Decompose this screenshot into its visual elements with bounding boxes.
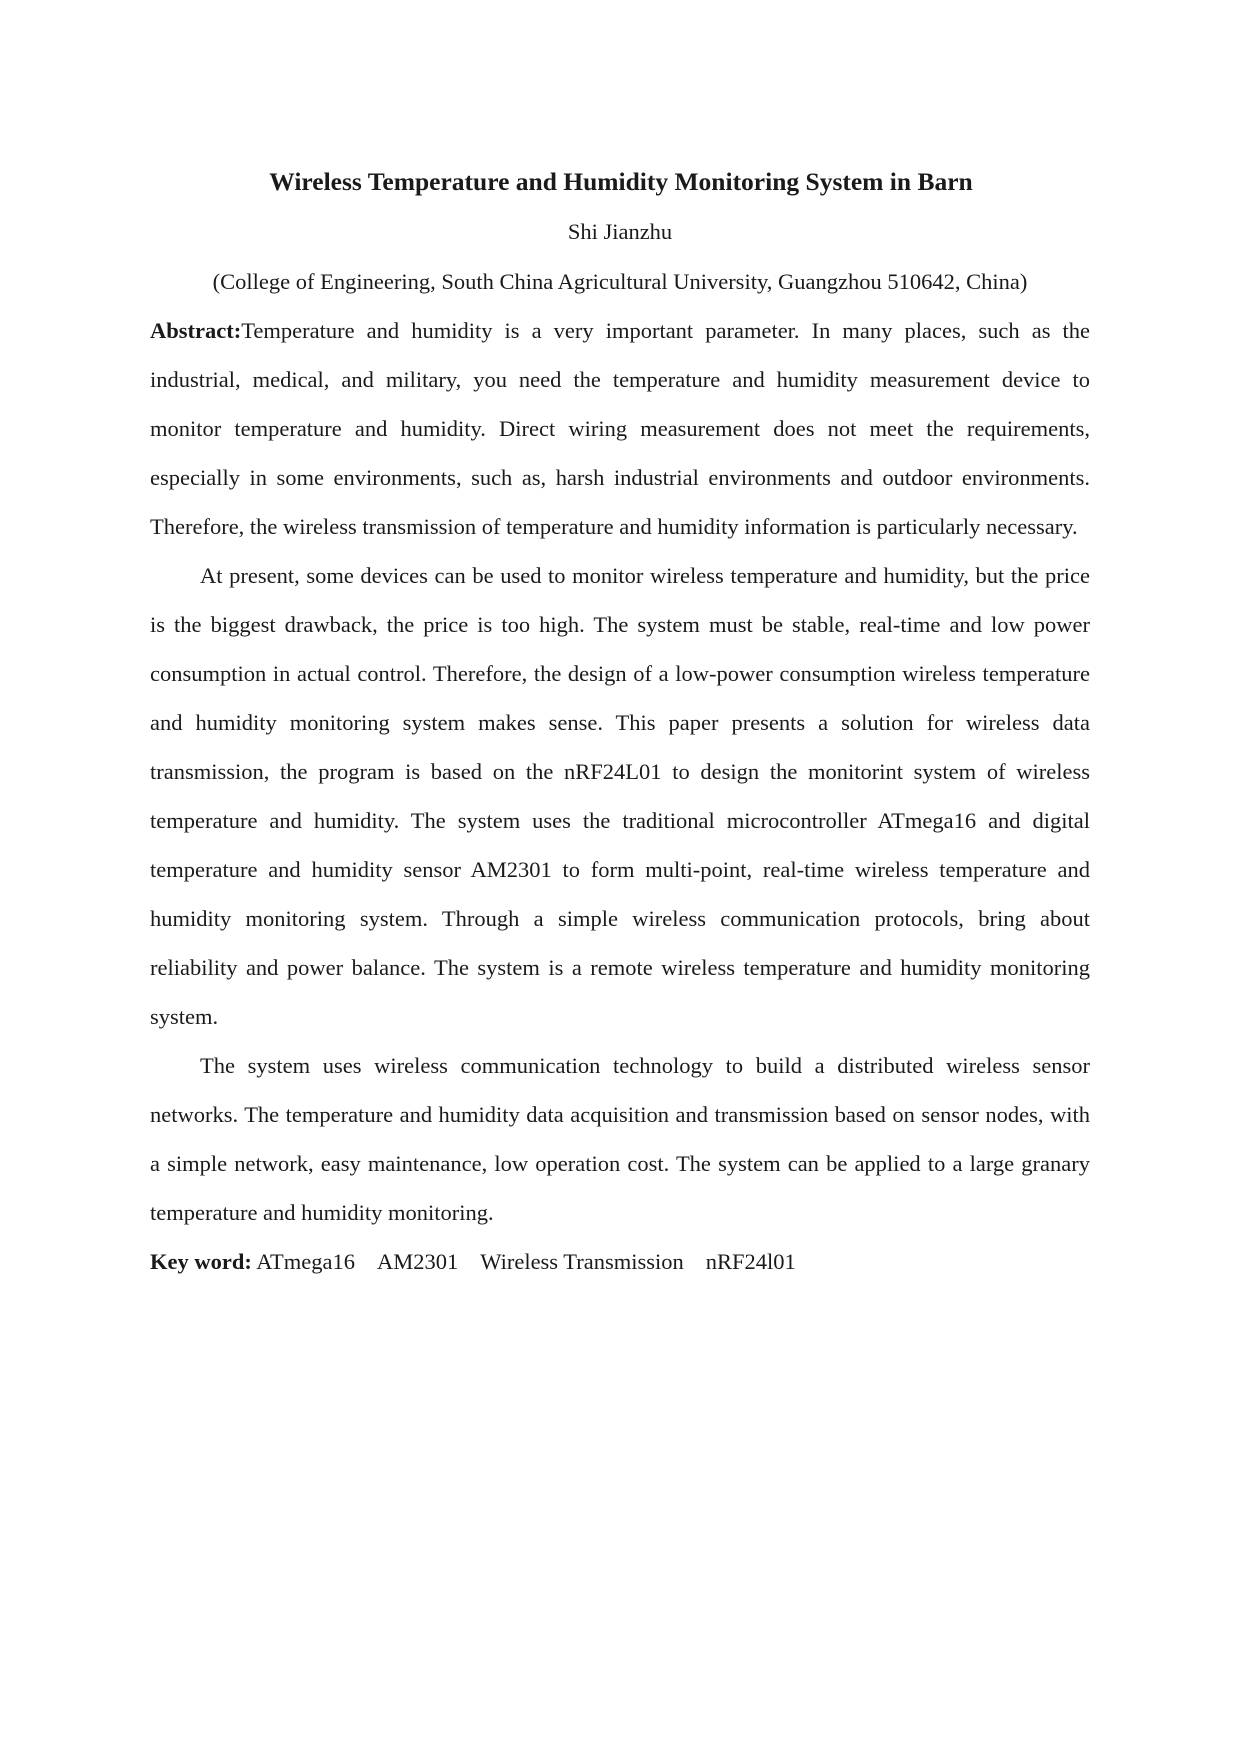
keyword-item: ATmega16 xyxy=(256,1249,355,1274)
author-name: Shi Jianzhu xyxy=(567,219,673,244)
author-affiliation: (College of Engineering, South China Agricultural University, Guangzhou 510642, China) xyxy=(212,269,1028,294)
abstract-paragraph-2: At present, some devices can be used to monitor wireless temperature and humidity, but the price is the biggest drawback, the price is too high. The system must be stable, real-time and low power consumption in actual control. Therefore, the design of a low-power consumption wireless temperature and humidity monitoring system makes sense. This paper presents a solution for wireless data transmission, the program is based on the nRF24L01 to design the monitorint system of wireless temperature and humidity. The system uses the traditional microcontroller ATmega16 and digital temperature and humidity sensor AM2301 to form multi-point, real-time wireless temperature and humidity monitoring system. Through a simple wireless communication protocols, bring about reliability and power balance. The system is a remote wireless temperature and humidity monitoring system. xyxy=(150,563,1090,1029)
keywords-line xyxy=(150,1237,1090,1286)
keyword-item: nRF24l01 xyxy=(705,1249,796,1274)
keywords-label: Key word: xyxy=(150,1249,252,1274)
keyword-item: AM2301 xyxy=(376,1249,459,1274)
abstract-label: Abstract: xyxy=(150,318,242,343)
abstract-paragraph-3: The system uses wireless communication technology to build a distributed wireless sensor networks. The temperature and humidity data acquisition and transmission based on sensor nodes, with a simple network, easy maintenance, low operation cost. The system can be applied to a large granary temperature and humidity monitoring. xyxy=(150,1053,1090,1225)
paper-page xyxy=(150,160,1090,1286)
abstract-paragraph-1 xyxy=(150,306,1090,551)
paper-title: Wireless Temperature and Humidity Monitoring System in Barn xyxy=(269,167,973,196)
keyword-item: Wireless Transmission xyxy=(480,1249,684,1274)
abstract-text-1: Temperature and humidity is a very important parameter. In many places, such as the industrial, medical, and military, you need the temperature and humidity measurement device to monitor temperature and humidity. Direct wiring measurement does not meet the requirements, especially in some environments, such as, harsh industrial environments and outdoor environments. Therefore, the wireless transmission of temperature and humidity information is particularly necessary. xyxy=(150,318,1090,539)
